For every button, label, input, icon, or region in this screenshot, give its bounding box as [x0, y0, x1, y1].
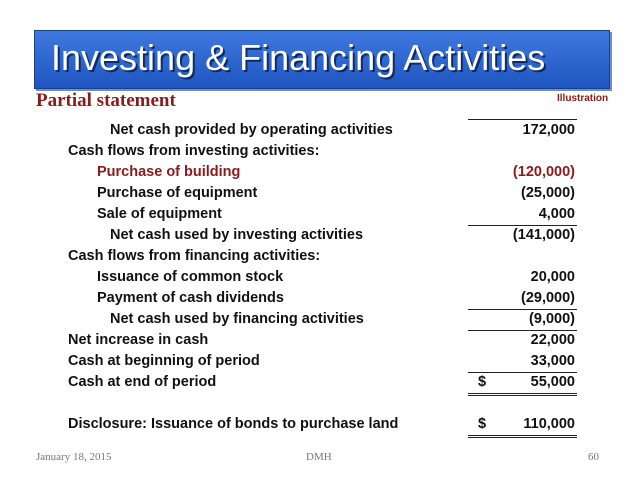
row-amount-equipment-purchase: (25,000): [520, 185, 575, 201]
row-label-equipment-purchase: Purchase of equipment: [97, 185, 258, 201]
row-amount-net-financing: (9,000): [468, 309, 577, 331]
row-label-equipment-sale: Sale of equipment: [97, 206, 222, 222]
row-amount-dividends: (29,000): [468, 288, 577, 310]
row-amount-net-investing: (141,000): [512, 227, 575, 243]
row-amount-cash-end: $ 55,000: [468, 372, 577, 396]
illustration-tag: Illustration: [557, 93, 609, 104]
row-amount-operating: 172,000: [468, 119, 577, 141]
row-label-net-increase: Net increase in cash: [68, 332, 209, 348]
row-label-dividends: Payment of cash dividends: [97, 290, 284, 306]
row-label-net-financing: Net cash used by financing activities: [110, 311, 364, 327]
row-label-net-investing: Net cash used by investing activities: [110, 227, 364, 243]
row-amount-net-increase: 22,000: [530, 332, 575, 348]
row-amount-cash-beginning: 33,000: [468, 351, 577, 373]
row-label-building: Purchase of building: [97, 164, 241, 180]
footer-page-number: 60: [588, 451, 599, 463]
row-label-investing-header: Cash flows from investing activities:: [68, 143, 320, 159]
row-label-operating: Net cash provided by operating activities: [110, 122, 393, 138]
row-amount-building: (120,000): [512, 164, 575, 180]
currency-symbol: $: [478, 416, 487, 432]
row-amount-disclosure: $ 110,000: [468, 414, 577, 438]
footer-date: January 18, 2015: [36, 451, 112, 463]
row-label-cash-beginning: Cash at beginning of period: [68, 353, 260, 369]
row-amount-common-stock: 20,000: [530, 269, 575, 285]
footer-author: DMH: [306, 451, 332, 463]
row-label-financing-header: Cash flows from financing activities:: [68, 248, 321, 264]
subtitle: Partial statement: [36, 90, 176, 111]
page-title: Investing & Financing Activities: [51, 37, 546, 78]
row-label-common-stock: Issuance of common stock: [97, 269, 284, 285]
currency-symbol: $: [478, 374, 487, 390]
row-amount-equipment-sale: 4,000: [468, 204, 577, 226]
title-banner: [34, 30, 610, 89]
row-label-cash-end: Cash at end of period: [68, 374, 217, 390]
row-label-disclosure: Disclosure: Issuance of bonds to purchase land: [68, 416, 399, 432]
